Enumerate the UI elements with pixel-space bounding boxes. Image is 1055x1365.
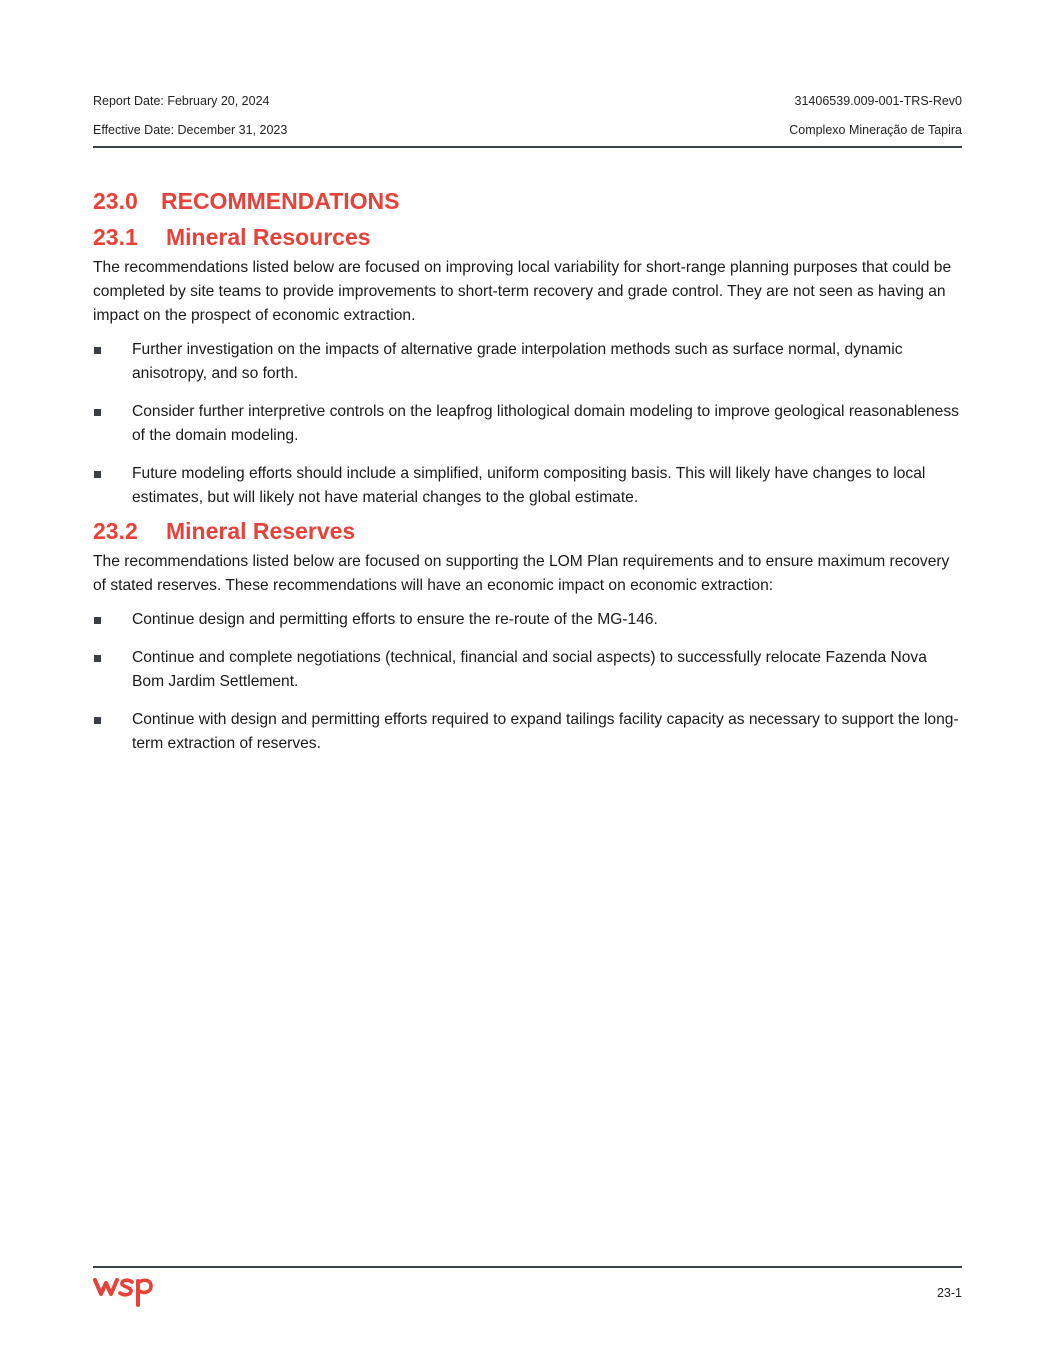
footer-divider	[93, 1266, 962, 1268]
section-title: RECOMMENDATIONS	[161, 188, 400, 214]
square-bullet-icon	[94, 347, 101, 354]
square-bullet-icon	[94, 471, 101, 478]
effective-date: Effective Date: December 31, 2023	[93, 123, 288, 137]
list-item-text: Future modeling efforts should include a simplified, uniform compositing basis. This will likely have changes to local estimates, but will likely not have material changes to the global estimate.	[132, 465, 926, 506]
document-page	[93, 0, 962, 1365]
section-heading	[93, 186, 962, 216]
list-item-text: Consider further interpretive controls on the leapfrog lithological domain modeling to improve geological reasonableness of the domain modeling.	[132, 403, 959, 444]
subsection-title: Mineral Resources	[166, 224, 371, 250]
subsection-number: 23.2	[93, 518, 138, 544]
subsection-heading-mineral-reserves	[93, 516, 962, 546]
square-bullet-icon	[94, 617, 101, 624]
wsp-logo	[93, 1274, 157, 1308]
square-bullet-icon	[94, 655, 101, 662]
subsection-title: Mineral Reserves	[166, 518, 356, 544]
subsection-number: 23.1	[93, 224, 138, 250]
report-date: Report Date: February 20, 2024	[93, 94, 270, 108]
project-name: Complexo Mineração de Tapira	[789, 123, 962, 137]
page-number: 23-1	[936, 1286, 962, 1300]
subsection-intro-paragraph: The recommendations listed below are focused on improving local variability for short-range planning purposes that could be completed by site teams to provide improvements to short-term recovery and grade control. They are not seen as having an impact on the prospect of economic extraction.	[93, 259, 952, 324]
list-item	[93, 338, 962, 386]
header-row-1	[93, 94, 962, 108]
square-bullet-icon	[94, 409, 101, 416]
square-bullet-icon	[94, 717, 101, 724]
subsection-intro-paragraph: The recommendations listed below are focused on supporting the LOM Plan requirements and to ensure maximum recovery of stated reserves. These recommendations will have an economic impact on economic extraction:	[93, 553, 950, 594]
list-item	[93, 646, 962, 694]
header-row-2	[93, 123, 962, 137]
list-item	[93, 608, 962, 632]
bullet-list-mineral-reserves	[93, 608, 962, 756]
section-number: 23.0	[93, 188, 138, 214]
list-item-text: Continue design and permitting efforts to ensure the re-route of the MG-146.	[132, 611, 658, 628]
subsection-heading-mineral-resources	[93, 222, 962, 252]
list-item-text: Continue and complete negotiations (technical, financial and social aspects) to successfully relocate Fazenda Nova Bom Jardim Settlement.	[132, 649, 927, 690]
list-item-text: Continue with design and permitting efforts required to expand tailings facility capacity as necessary to support the long-term extraction of reserves.	[132, 711, 959, 752]
list-item	[93, 462, 962, 510]
document-number: 31406539.009-001-TRS-Rev0	[794, 94, 962, 108]
main-content	[93, 186, 962, 770]
header-divider	[93, 146, 962, 148]
list-item-text: Further investigation on the impacts of alternative grade interpolation methods such as surface normal, dynamic anisotropy, and so forth.	[132, 341, 903, 382]
list-item	[93, 400, 962, 448]
list-item	[93, 708, 962, 756]
bullet-list-mineral-resources	[93, 338, 962, 510]
